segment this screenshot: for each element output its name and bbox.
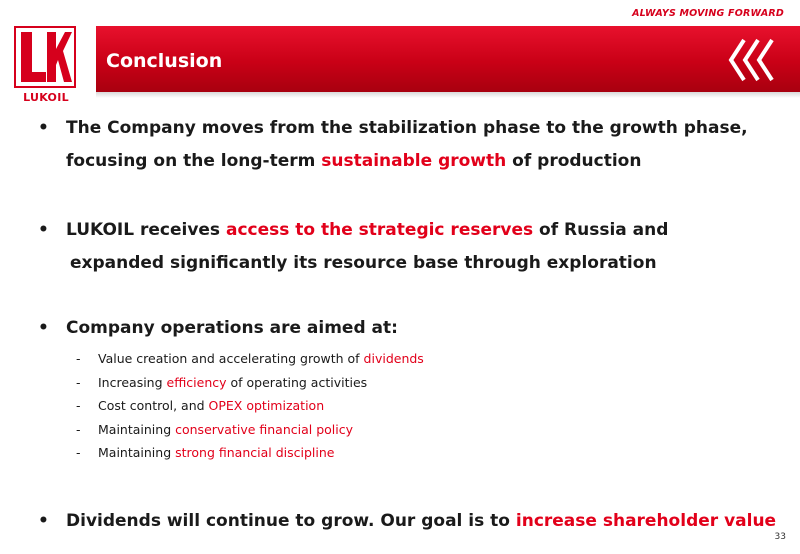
dash-marker: - <box>76 351 81 366</box>
bullet-line: expanded significantly its resource base through exploration <box>70 253 657 273</box>
sub-item-dividends: - Value creation and accelerating growth of dividends <box>32 347 782 371</box>
highlight-text: increase shareholder value <box>515 510 777 531</box>
bullet-line: LUKOIL receives access to the strategic reserves of Russia and <box>66 220 669 240</box>
banner-shadow <box>96 92 800 98</box>
dash-marker: - <box>76 421 81 437</box>
title-banner <box>96 26 800 92</box>
dash-marker: - <box>76 445 81 460</box>
bullet-strategic-reserves <box>32 214 782 280</box>
sub-item-financial-discipline: - Maintaining strong financial discipline <box>32 441 782 465</box>
bullet-dot: • <box>38 220 49 240</box>
bullet-dot: • <box>38 118 49 138</box>
bullet-dot: • <box>38 318 49 338</box>
highlight-text: sustainable growth <box>321 151 507 171</box>
bullet-dot: • <box>38 510 49 531</box>
dash-marker: - <box>76 398 81 413</box>
highlight-text: conservative financial policy <box>175 421 354 437</box>
bullet-line: Company operations are aimed at: <box>66 318 398 338</box>
logo-emblem <box>14 26 76 88</box>
sub-item-financial-policy: - Maintaining conservative financial policy <box>32 418 782 442</box>
bullet-growth-phase <box>32 112 782 178</box>
bullet-line: The Company moves from the stabilization phase to the growth phase, <box>66 118 748 138</box>
tagline: ALWAYS MOVING FORWARD <box>632 8 784 19</box>
highlight-text: access to the strategic reserves <box>225 220 534 240</box>
logo-lk-mark-icon <box>16 28 74 86</box>
dash-marker: - <box>76 374 81 390</box>
bullet-line: Dividends will continue to grow. Our goal is to increase shareholder value <box>66 510 777 531</box>
page-number: 33 <box>774 532 786 542</box>
forward-chevrons-icon <box>722 34 782 86</box>
sub-item-efficiency: - Increasing efficiency of operating activities <box>32 371 782 395</box>
lukoil-logo <box>14 26 78 106</box>
bullet-line: focusing on the long-term sustainable growth of production <box>66 151 642 171</box>
slide-title: Conclusion <box>106 50 223 72</box>
highlight-text: dividends <box>363 351 424 366</box>
bullet-dividends <box>32 505 782 538</box>
slide-body <box>32 112 782 538</box>
highlight-text: OPEX optimization <box>208 398 325 413</box>
logo-wordmark: LUKOIL <box>23 91 69 104</box>
highlight-text: strong financial discipline <box>175 445 335 460</box>
bullet-operations <box>32 312 782 345</box>
highlight-text: efficiency <box>166 374 227 390</box>
sub-item-opex: - Cost control, and OPEX optimization <box>32 394 782 418</box>
